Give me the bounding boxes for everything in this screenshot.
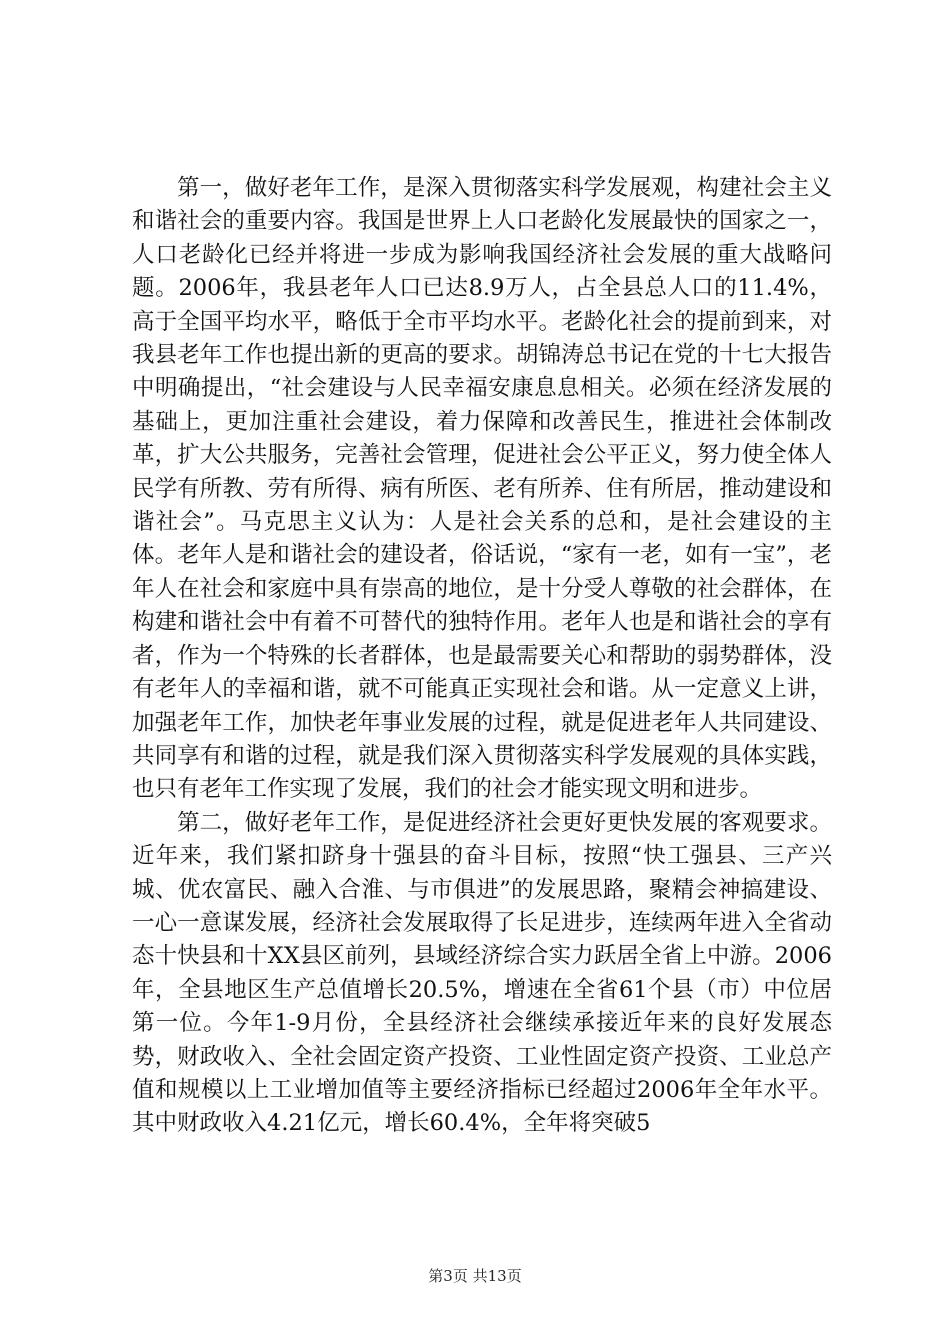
page-footer: 第3页 共13页	[428, 1267, 522, 1285]
paragraph-1: 第一，做好老年工作，是深入贯彻落实科学发展观，构建社会主义和谐社会的重要内容。我国是世界上人口老龄化发展最快的国家之一，人口老龄化已经并将进一步成为影响我国经济社会发展的重大战略问题。2006年，我县老年人口已达8.9万人，占全县总人口的11.4%，高于全国平均水平，略低于全市平均水平。老龄化社会的提前到来，对我县老年工作也提出新的更高的要求。胡锦涛总书记在党的十七大报告中明确提出，“社会建设与人民幸福安康息息相关。必须在经济发展的基础上，更加注重社会建设，着力保障和改善民生，推进社会体制改革，扩大公共服务，完善社会管理，促进社会公平正义，努力使全体人民学有所教、劳有所得、病有所医、老有所养、住有所居，推动建设和谐社会”。马克思主义认为：人是社会关系的总和，是社会建设的主体。老年人是和谐社会的建设者，俗话说，“家有一老，如有一宝”，老年人在社会和家庭中具有崇高的地位，是十分受人尊敬的社会群体，在构建和谐社会中有着不可替代的独特作用。老年人也是和谐社会的享有者，作为一个特殊的长者群体，也是最需要关心和帮助的弱势群体，没有老年人的幸福和谐，就不可能真正实现社会和谐。从一定意义上讲，加强老年工作，加快老年事业发展的过程，就是促进老年人共同建设、共同享有和谐的过程，就是我们深入贯彻落实科学发展观的具体实践，也只有老年工作实现了发展，我们的社会才能实现文明和进步。	[132, 175, 832, 803]
paragraph-2: 第二，做好老年工作，是促进经济社会更好更快发展的客观要求。近年来，我们紧扣跻身十强县的奋斗目标，按照“快工强县、三产兴城、优农富民、融入合淮、与市俱进”的发展思路，聚精会神搞建设、一心一意谋发展，经济社会发展取得了长足进步，连续两年进入全省动态十快县和十XX县区前列，县域经济综合实力跃居全省上中游。2006年，全县地区生产总值增长20.5%，增速在全省61个县（市）中位居第一位。今年1-9月份，全县经济社会继续承接近年来的良好发展态势，财政收入、全社会固定资产投资、工业性固定资产投资、工业总产值和规模以上工业增加值等主要经济指标已经超过2006年全年水平。其中财政收入4.21亿元，增长60.4%，全年将突破5	[132, 809, 832, 1137]
body-text	[132, 172, 832, 1141]
